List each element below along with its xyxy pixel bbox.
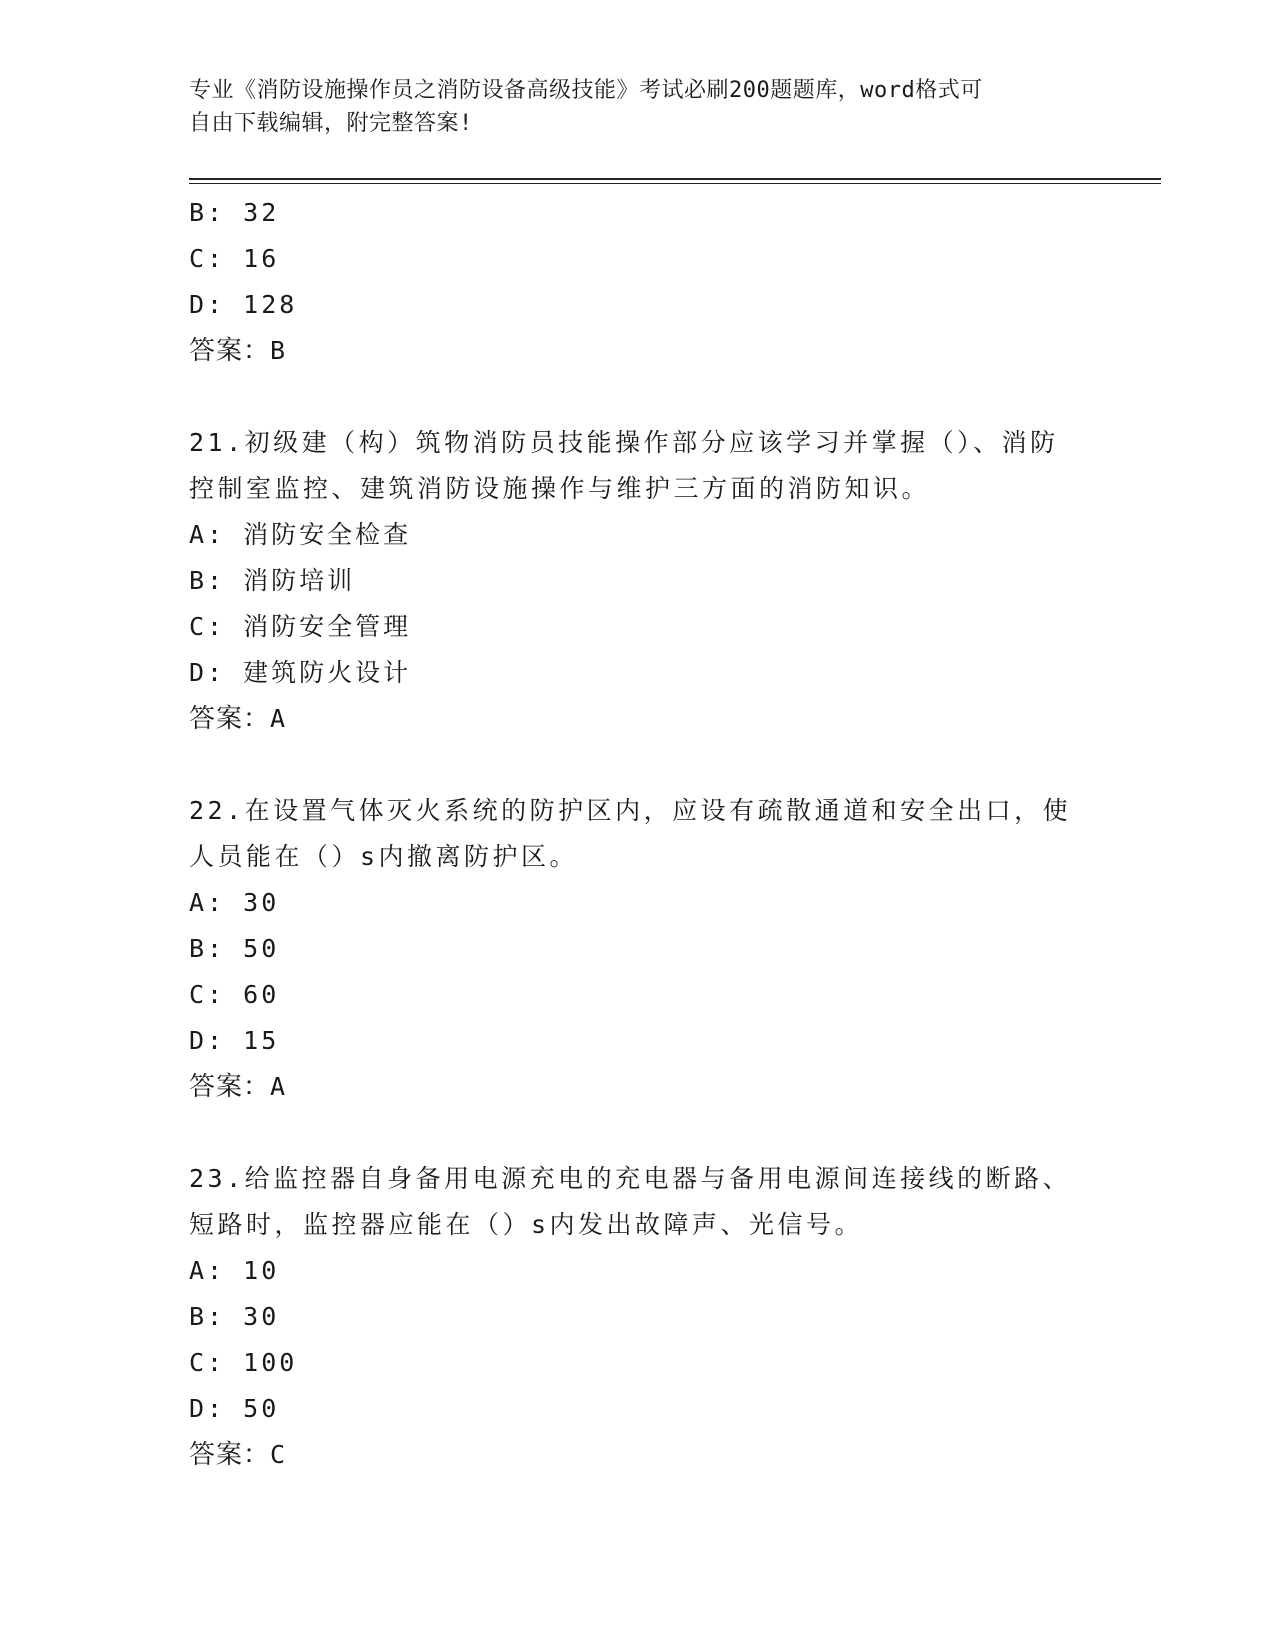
- option-c: C: 16: [189, 244, 280, 273]
- question-stem-line-1: 21.初级建（构）筑物消防员技能操作部分应该学习并掌握（）、消防: [189, 428, 1059, 457]
- option-b: B: 30: [189, 1302, 280, 1331]
- answer-value: A: [270, 1072, 287, 1101]
- question-21: [189, 420, 1089, 742]
- answer-label: 答案：: [189, 704, 271, 734]
- document-header: [189, 74, 1089, 140]
- header-title-line-2: 自由下载编辑，附完整答案!: [189, 111, 473, 136]
- option-a: A: 10: [189, 1256, 280, 1285]
- option-c: C: 消防安全管理: [189, 612, 412, 641]
- answer-label: 答案：: [189, 1440, 271, 1470]
- option-d: D: 建筑防火设计: [189, 658, 412, 687]
- option-a: A: 消防安全检查: [189, 520, 412, 549]
- answer-value: C: [270, 1440, 287, 1469]
- option-a: A: 30: [189, 888, 280, 917]
- option-d: D: 50: [189, 1394, 280, 1423]
- answer-label: 答案：: [189, 1072, 271, 1102]
- header-divider-thick: [189, 178, 1161, 180]
- question-22: [189, 788, 1089, 1110]
- answer-value: B: [270, 336, 287, 365]
- question-stem-line-2: 人员能在（）s内撤离防护区。: [189, 842, 579, 871]
- option-b: B: 消防培训: [189, 566, 356, 595]
- option-d: D: 128: [189, 290, 298, 319]
- question-stem-line-1: 22.在设置气体灭火系统的防护区内，应设有疏散通道和安全出口，使: [189, 796, 1072, 825]
- option-c: C: 100: [189, 1348, 298, 1377]
- question-stem-line-2: 短路时，监控器应能在（）s内发出故障声、光信号。: [189, 1210, 864, 1239]
- option-b: B: 32: [189, 198, 280, 227]
- answer-line: [189, 696, 1089, 742]
- option-c: C: 60: [189, 980, 280, 1009]
- question-23: [189, 1156, 1089, 1478]
- option-b: B: 50: [189, 934, 280, 963]
- answer-line: [189, 1064, 1089, 1110]
- header-title-line-1: 专业《消防设施操作员之消防设备高级技能》考试必刷200题题库，word格式可: [189, 78, 983, 103]
- question-stem-line-2: 控制室监控、建筑消防设施操作与维护三方面的消防知识。: [189, 474, 931, 503]
- answer-line: [189, 1432, 1089, 1478]
- question-list: [189, 190, 1089, 1478]
- question-20-partial: [189, 190, 1089, 374]
- header-divider-thin: [189, 183, 1161, 184]
- option-d: D: 15: [189, 1026, 280, 1055]
- question-stem-line-1: 23.给监控器自身备用电源充电的充电器与备用电源间连接线的断路、: [189, 1164, 1072, 1193]
- answer-label: 答案：: [189, 336, 271, 366]
- answer-line: [189, 328, 1089, 374]
- answer-value: A: [270, 704, 287, 733]
